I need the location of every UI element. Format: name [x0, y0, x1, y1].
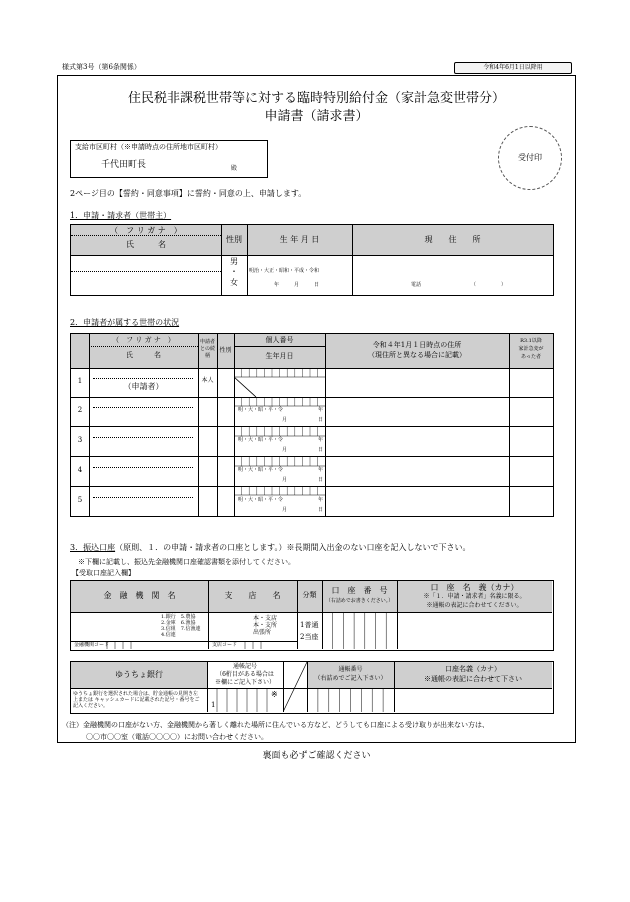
section3-subheading: 【受取口座記入欄】: [72, 569, 135, 577]
effective-date-badge: 令和4年6月1日以降用: [454, 62, 572, 74]
form-number: 様式第3号（第6条関係）: [62, 63, 141, 71]
section3-heading-line: 3．振込口座（原則、１．の申請・請求者の口座とします。）※長期間入出金のない口座を記入しないで下さい。: [70, 543, 471, 552]
bank-account-table: 金 融 機 関 名 支 店 名 分類 口 座 番 号 （右詰めでお書きください。） 口 座 名 義（カナ） ※「１．申請・請求者」名義に限る。 ※通帳の表記に合わせてください。 1.銀行 5.農協 2.金庫 6.漁協 3.信組 7.信漁連 4.信連 本・支店 本・支所 出張所 1普通 2当座 金融機関コード 支店コード: [70, 580, 554, 651]
footnote-line2: 〇〇市〇〇室（電話〇〇〇〇）にお問い合わせください。: [86, 733, 268, 741]
addressee-label: 支給市区町村（※申請時点の住所地市区町村）: [75, 143, 222, 151]
applicant-marker: （申請者）: [123, 382, 164, 391]
addressee-name: 千代田町長: [101, 160, 147, 170]
section1-heading: 1．申請・請求者（世帯主）: [70, 211, 172, 220]
addressee-box: [70, 140, 268, 178]
mynumber-grids: [234, 368, 325, 516]
applicant-table: （ フ リ ガ ナ ） 氏 名 性別 生 年 月 日 現 住 所 男 ・ 女 明治・大正・昭和・平成・令和 年 月 日 電話 （ ）: [70, 224, 554, 296]
stamp-label: 受付印: [518, 153, 542, 162]
form-title: 住民税非課税世帯等に対する臨時特別給付金（家計急変世帯分）: [127, 91, 505, 106]
back-page-note: 裏面も必ずご確認ください: [262, 751, 371, 761]
yucho-account-table: ゆうちょ銀行 通帳記号 （6桁目がある場合は ※欄にご記入下さい） 通帳番号 （右詰めでご記入下さい） 口座名義（カナ） ※通帳の表記に合わせて下さい ゆうちょ銀行を選択された場合は、貯金通帳の見開き左 上または キャッシュカードに記載された記号・番号をご 記入ください。 1 ※: [70, 661, 554, 714]
household-table: （ フ リ ガ ナ ） 氏 名 申請者 との続 柄 性別 個人番号 生年月日 令和４年1月１日時点の住所 （現住所と異なる場合に記載） R3.1以降 家計急変が あった者 1 （申請者） 本人 2 明・大・昭・平・令 年 月 日 3 明・大・昭・平・令 年 月 日 4 明・大・昭・平・令 年 月 日 5 明・大・昭・平・令 年 月 日: [70, 333, 554, 517]
addressee-suffix: 殿: [231, 165, 238, 172]
intro-text: 2ページ目の【誓約・同意事項】に誓約・同意の上、申請します。: [70, 189, 307, 198]
section3-note: ※下欄に記載し、振込先金融機関口座確認書類を添付してください。: [78, 558, 295, 566]
form-subtitle: 申請書（請求書）: [264, 109, 369, 124]
section2-heading: 2．申請者が属する世帯の状況: [70, 318, 180, 327]
footnote-line1: （注）金融機関の口座がない方、金融機関から著しく離れた場所に住んでいる方など、どうしても口座による受け取りが出来ない方は、: [62, 721, 489, 729]
